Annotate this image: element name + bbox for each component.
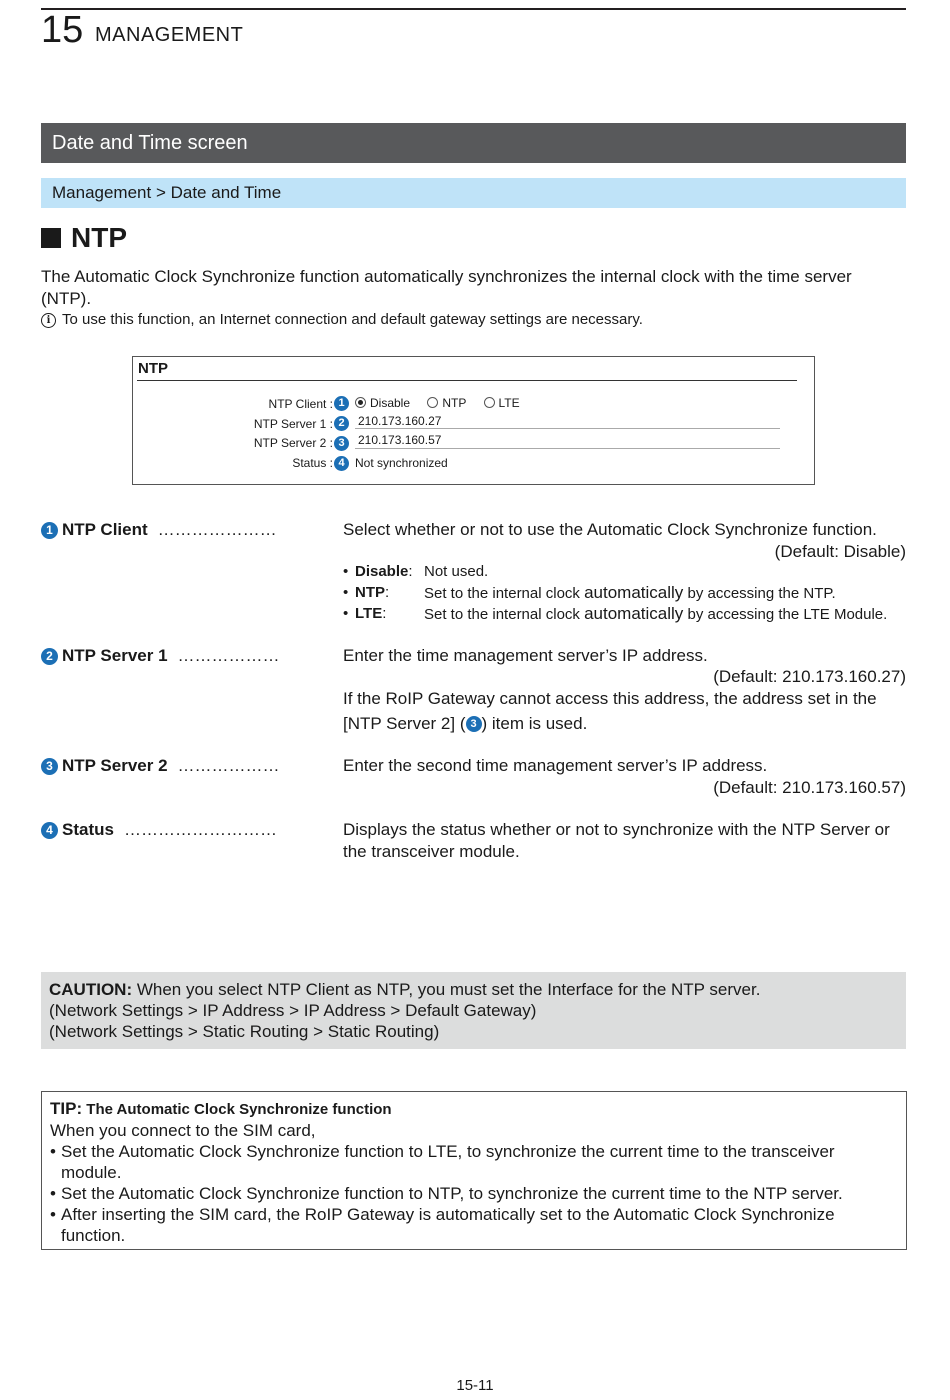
item-status-desc: Displays the status whether or not to synchronize with the NTP Server or the transceiver module. — [343, 820, 890, 861]
panel-title: NTP — [138, 360, 168, 377]
item-ntp-server1-default: (Default: 210.173.160.27) — [713, 667, 906, 686]
radio-ntp[interactable]: NTP — [427, 396, 466, 410]
section-title: Date and Time screen — [41, 123, 906, 163]
caution-path-2: (Network Settings > Static Routing > Static Routing) — [49, 1022, 440, 1041]
status-value: Not synchronized — [355, 456, 448, 470]
info-note — [41, 310, 643, 330]
item-ntp-server2-title: 3 NTP Server 2 ……………… — [41, 755, 280, 777]
ntp-client-label: NTP Client : — [268, 397, 333, 411]
tip-box — [41, 1091, 907, 1250]
radio-empty-icon — [484, 397, 495, 408]
item-ntp-server1-extra: If the RoIP Gateway cannot access this address, the address set in the — [343, 689, 877, 708]
ntp-server2-input[interactable]: 210.173.160.57 — [358, 433, 442, 447]
ntp-client-radio-group — [355, 395, 520, 411]
page-number: 15-11 — [456, 1377, 494, 1394]
top-rule — [41, 8, 906, 10]
tip-bullet: • After inserting the SIM card, the RoIP Gateway is automatically set to the Automatic Clock Synchronize function. — [50, 1204, 898, 1246]
info-icon: i — [41, 313, 56, 328]
radio-disable[interactable]: Disable — [355, 396, 410, 410]
item-ntp-server2-desc: Enter the second time management server’s IP address. — [343, 756, 768, 775]
radio-selected-icon — [355, 397, 366, 408]
caution-label: CAUTION: — [49, 980, 133, 999]
caution-text: When you select NTP Client as NTP, you must set the Interface for the NTP server. — [132, 980, 761, 999]
callout-4-icon: 4 — [334, 456, 349, 471]
ntp-settings-panel — [132, 356, 815, 485]
item-ntp-client-desc: Select whether or not to use the Automatic Clock Synchronize function. — [343, 520, 877, 539]
ntp-server1-underline — [355, 428, 780, 429]
breadcrumb: Management > Date and Time — [41, 178, 906, 208]
radio-empty-icon — [427, 397, 438, 408]
tip-label: TIP: — [50, 1099, 83, 1118]
leader-dots: ……………………… — [123, 820, 277, 839]
tip-title: The Automatic Clock Synchronize function — [82, 1101, 392, 1118]
chapter-title: MANAGEMENT — [95, 24, 244, 46]
callout-3-icon: 3 — [466, 716, 482, 732]
callout-3-icon: 3 — [334, 436, 349, 451]
callout-2-icon: 2 — [41, 648, 58, 665]
ntp-server2-label: NTP Server 2 : — [253, 436, 333, 450]
callout-1-icon: 1 — [334, 396, 349, 411]
caution-box — [41, 972, 906, 1049]
item-ntp-server1-extra-2: [NTP Server 2] ( 3 ) item is used. — [343, 714, 588, 733]
ntp-server1-label: NTP Server 1 : — [253, 417, 333, 431]
tip-bullet: • Set the Automatic Clock Synchronize function to LTE, to synchronize the current time to the transceiver module. — [50, 1141, 898, 1183]
square-bullet-icon — [41, 228, 61, 248]
tip-lead: When you connect to the SIM card, — [50, 1121, 316, 1140]
item-ntp-server2-default: (Default: 210.173.160.57) — [713, 778, 906, 797]
item-status-title: 4 Status ……………………… — [41, 819, 277, 841]
callout-2-icon: 2 — [334, 416, 349, 431]
panel-divider — [137, 380, 797, 381]
ntp-server2-underline — [355, 448, 780, 449]
item-ntp-client-default: (Default: Disable) — [774, 542, 906, 561]
caution-path-1: (Network Settings > IP Address > IP Address > Default Gateway) — [49, 1001, 537, 1020]
ntp-heading — [41, 222, 127, 254]
leader-dots: ……………… — [177, 646, 280, 665]
callout-3-icon: 3 — [41, 758, 58, 775]
ntp-server1-input[interactable]: 210.173.160.27 — [358, 414, 442, 428]
item-ntp-server1-desc: Enter the time management server’s IP address. — [343, 646, 708, 665]
item-ntp-server1-title: 2 NTP Server 1 ……………… — [41, 645, 280, 667]
tip-bullet: • Set the Automatic Clock Synchronize function to NTP, to synchronize the current time to the NTP server. — [50, 1183, 898, 1204]
leader-dots: ………………… — [157, 520, 277, 539]
status-label: Status : — [292, 456, 333, 470]
callout-1-icon: 1 — [41, 522, 58, 539]
info-note-text: To use this function, an Internet connection and default gateway settings are necessary. — [62, 311, 643, 328]
radio-lte[interactable]: LTE — [484, 396, 520, 410]
chapter-number: 15 — [41, 9, 84, 51]
ntp-heading-text: NTP — [71, 222, 127, 253]
item-ntp-client-title: 1 NTP Client ………………… — [41, 519, 277, 541]
callout-4-icon: 4 — [41, 822, 58, 839]
intro-text: The Automatic Clock Synchronize function automatically synchronizes the internal clock with the time server (NTP). — [41, 267, 852, 308]
leader-dots: ……………… — [177, 756, 280, 775]
